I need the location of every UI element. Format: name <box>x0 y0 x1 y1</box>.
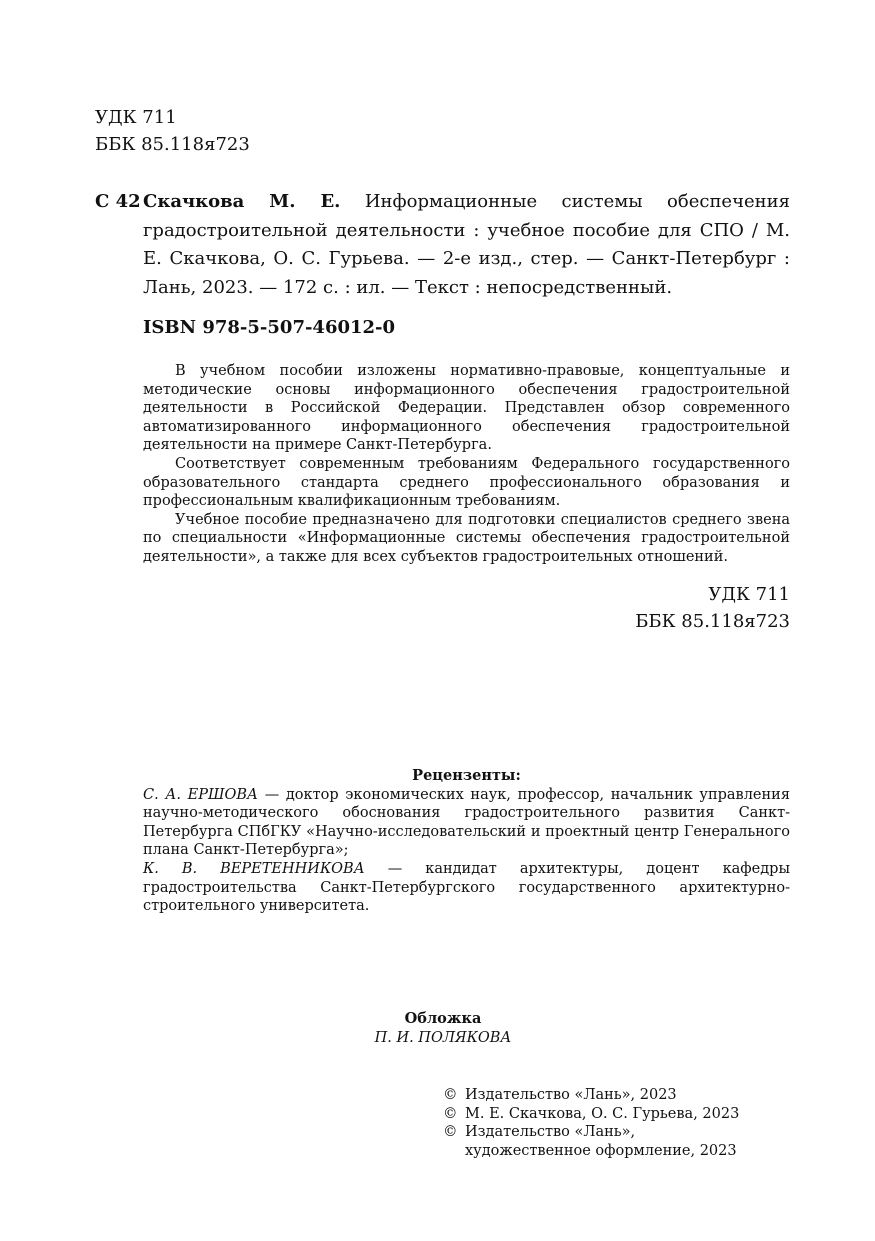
reviewer-entry <box>143 786 790 860</box>
abstract-paragraph: Соответствует современным требованиям Федерального государственного образовательного стандарта среднего профессионального образования и профессиональным квалификационным требованиям. <box>143 455 790 510</box>
bbk-code: ББК 85.118я723 <box>95 134 250 155</box>
author-mark: С 42 <box>95 191 141 212</box>
bibliographic-description: Информационные системы обеспечения градостроительной деятельности : учебное пособие для СПО / М. Е. Скачкова, О. С. Гурьева. — 2-е изд., стер. — Санкт-Петербург : Лань, 2023. — 172 с. : ил. — Текст : непосредственный. <box>143 191 790 298</box>
classification-footer <box>560 581 790 635</box>
udk-code: УДК 711 <box>708 584 790 605</box>
reviewer-entry <box>143 860 790 916</box>
copyright-line <box>443 1142 739 1161</box>
copyright-icon: © <box>443 1087 458 1103</box>
bibliographic-entry <box>143 188 790 302</box>
abstract-paragraph: Учебное пособие предназначено для подготовки специалистов среднего звена по специальности «Информационные системы обеспечения градостроительной деятельности», а также для всех субъектов градостроительных отношений. <box>143 511 790 565</box>
reviewer-description: — доктор экономических наук, профессор, начальник управления научно-методического обоснования градостроительного развития Санкт-Петербурга СПбГКУ «Научно-исследовательский и проектный центр Генерального плана Санкт-Петербурга»; <box>143 786 790 859</box>
copyright-block <box>443 1086 739 1160</box>
bbk-code: ББК 85.118я723 <box>635 611 790 632</box>
copyright-text: М. Е. Скачкова, О. С. Гурьева, 2023 <box>465 1105 740 1122</box>
copyright-text: художественное оформление, 2023 <box>465 1142 737 1159</box>
reviewer-name: К. В. ВЕРЕТЕННИКОВА <box>143 860 365 877</box>
abstract-paragraph: В учебном пособии изложены нормативно-правовые, концептуальные и методические основы информационного обеспечения градостроительной деятельности в Российской Федерации. Представлен обзор современного автоматизированного информационного обеспечения градостроительной деятельности на примере Санкт-Петербурга. <box>143 363 790 454</box>
isbn: ISBN 978-5-507-46012-0 <box>143 317 396 338</box>
reviewer-description: — кандидат архитектуры, доцент кафедры градостроительства Санкт-Петербургского государственного архитектурно-строительного университета. <box>143 860 790 915</box>
reviewers-title: Рецензенты: <box>412 767 521 784</box>
copyright-line <box>443 1105 739 1124</box>
copyright-text: Издательство «Лань», 2023 <box>465 1087 677 1103</box>
cover-label: Обложка <box>404 1010 482 1027</box>
reviewers-section <box>143 767 790 916</box>
author-name: Скачкова М. Е. <box>143 191 341 212</box>
reviewer-name: С. А. ЕРШОВА <box>143 786 259 803</box>
cover-designer: П. И. ПОЛЯКОВА <box>374 1029 512 1046</box>
copyright-icon: © <box>443 1124 458 1141</box>
classification-header <box>95 104 250 158</box>
copyright-icon: © <box>443 1105 458 1122</box>
copyright-line <box>443 1086 739 1105</box>
udk-code: УДК 711 <box>95 107 177 128</box>
abstract <box>143 362 790 567</box>
copyright-text: Издательство «Лань», <box>465 1124 636 1141</box>
copyright-line <box>443 1123 739 1142</box>
cover-credit <box>143 1010 743 1047</box>
